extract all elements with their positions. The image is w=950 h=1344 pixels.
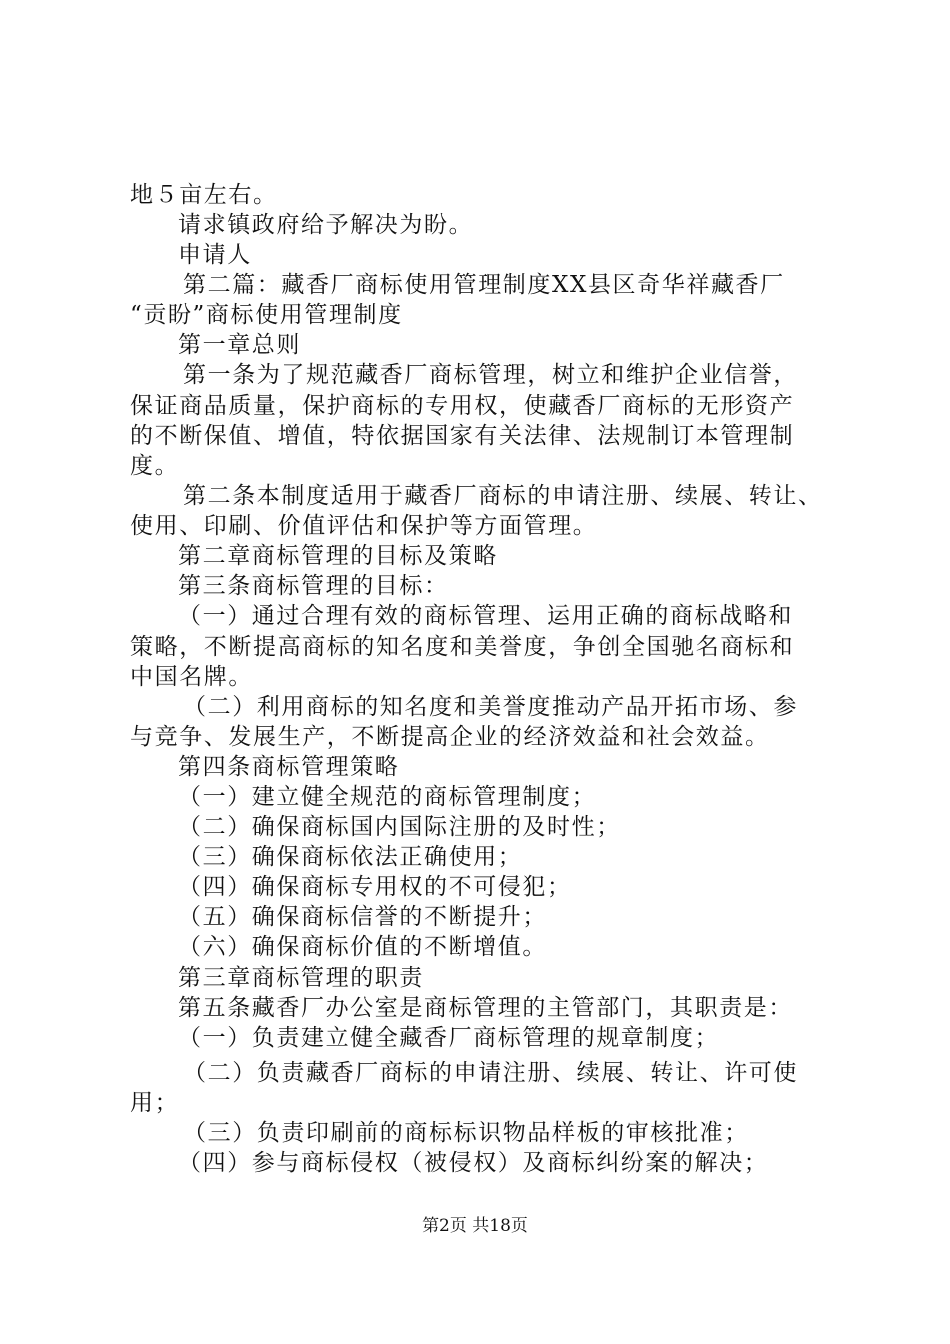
list-item: （四）参与商标侵权（被侵权）及商标纠纷案的解决； xyxy=(178,1150,769,1176)
text-line: 度。 xyxy=(130,453,180,479)
list-item: （一）负责建立健全藏香厂商标管理的规章制度； xyxy=(178,1025,720,1051)
list-item: （一）建立健全规范的商标管理制度； xyxy=(178,784,597,810)
chapter-heading: 第三章商标管理的职责 xyxy=(178,965,424,991)
text-line: 保证商品质量，保护商标的专用权，使藏香厂商标的无形资产 xyxy=(130,393,795,419)
text-line: 第二篇：藏香厂商标使用管理制度XX县区奇华祥藏香厂 xyxy=(183,272,785,298)
text-line: 与竞争、发展生产，不断提高企业的经济效益和社会效益。 xyxy=(130,724,770,750)
text-line: 第三条商标管理的目标： xyxy=(178,573,449,599)
text-line: 地５亩左右。 xyxy=(130,182,278,208)
text-line: 第四条商标管理策略 xyxy=(178,754,400,780)
list-item: （二）负责藏香厂商标的申请注册、续展、转让、许可使 xyxy=(183,1060,798,1086)
chapter-heading: 第二章商标管理的目标及策略 xyxy=(178,543,498,569)
list-item: （五）确保商标信誉的不断提升； xyxy=(178,904,547,930)
list-item: （四）确保商标专用权的不可侵犯； xyxy=(178,874,572,900)
chapter-heading: 第一章总则 xyxy=(178,332,301,358)
list-item: （二）确保商标国内国际注册的及时性； xyxy=(178,814,621,840)
text-line: 第五条藏香厂办公室是商标管理的主管部门，其职责是： xyxy=(178,995,793,1021)
page-footer: 第2页 共18页 xyxy=(422,1216,528,1236)
text-line: 第一条为了规范藏香厂商标管理，树立和维护企业信誉， xyxy=(183,362,798,388)
text-line: 使用、印刷、价值评估和保护等方面管理。 xyxy=(130,513,598,539)
text-line: （一）通过合理有效的商标管理、运用正确的商标战略和 xyxy=(178,603,793,629)
text-line: （二）利用商标的知名度和美誉度推动产品开拓市场、参 xyxy=(183,694,798,720)
list-item: （三）确保商标依法正确使用； xyxy=(178,844,523,870)
text-line: 策略，不断提高商标的知名度和美誉度，争创全国驰名商标和 xyxy=(130,634,795,660)
text-line: 申请人 xyxy=(178,242,252,268)
text-line: 中国名牌。 xyxy=(130,664,253,690)
text-line: 用； xyxy=(130,1090,180,1116)
text-line: 请求镇政府给予解决为盼。 xyxy=(178,212,474,238)
text-line: 的不断保值、增值，特依据国家有关法律、法规制订本管理制 xyxy=(130,423,795,449)
list-item: （六）确保商标价值的不断增值。 xyxy=(178,934,547,960)
list-item: （三）负责印刷前的商标标识物品样板的审核批准； xyxy=(183,1120,749,1146)
text-line: “贡盼”商标使用管理制度 xyxy=(130,302,403,328)
text-line: 第二条本制度适用于藏香厂商标的申请注册、续展、转让、 xyxy=(183,483,823,509)
